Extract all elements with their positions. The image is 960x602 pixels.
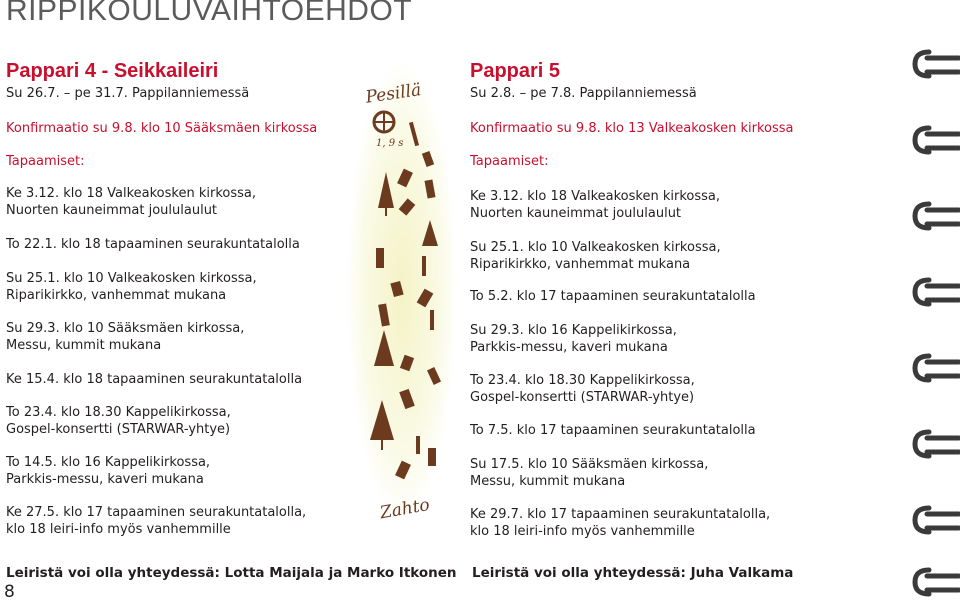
left-meeting bbox=[6, 454, 210, 488]
left-confirmation: Konfirmaatio su 9.8. klo 10 Sääksmäen kirkossa bbox=[6, 121, 318, 136]
right-contact: Leiristä voi olla yhteydessä: Juha Valkama bbox=[472, 565, 794, 581]
meeting-line: Gospel-konsertti (STARWAR-yhtye) bbox=[6, 422, 231, 437]
meeting-line: To 7.5. klo 17 tapaaminen seurakuntatalolla bbox=[470, 423, 756, 438]
left-meeting bbox=[6, 236, 300, 253]
right-meeting bbox=[470, 422, 756, 439]
binding-ring-icon bbox=[915, 570, 959, 594]
illustration-top-sublabel: 1, 9 s bbox=[376, 138, 404, 149]
illustration-bottom-label: Zahto bbox=[378, 494, 432, 524]
left-meeting bbox=[6, 371, 302, 388]
meeting-line: Parkkis-messu, kaveri mukana bbox=[470, 340, 668, 355]
binding-ring-icon bbox=[915, 432, 959, 456]
right-meeting bbox=[470, 372, 695, 406]
left-meetings-label: Tapaamiset: bbox=[6, 154, 85, 169]
meeting-line: Su 29.3. klo 10 Sääksmäen kirkossa, bbox=[6, 321, 245, 336]
left-contact: Leiristä voi olla yhteydessä: Lotta Maijala ja Marko Itkonen bbox=[6, 565, 457, 581]
meeting-line: Su 17.5. klo 10 Sääksmäen kirkossa, bbox=[470, 457, 709, 472]
meeting-line: klo 18 leiri-info myös vanhemmille bbox=[6, 522, 231, 537]
right-column-title: Pappari 5 bbox=[470, 60, 561, 82]
left-camp-date: Su 26.7. – pe 31.7. Pappilanniemessä bbox=[6, 86, 250, 101]
left-meeting bbox=[6, 270, 257, 304]
binding-ring-icon bbox=[915, 280, 959, 304]
page-number: 8 bbox=[4, 582, 15, 602]
meeting-line: To 14.5. klo 16 Kappelikirkossa, bbox=[6, 455, 211, 470]
meeting-line: Messu, kummit mukana bbox=[6, 338, 162, 353]
right-meeting bbox=[470, 188, 720, 222]
meeting-line: Parkkis-messu, kaveri mukana bbox=[6, 472, 204, 487]
meeting-line: klo 18 leiri-info myös vanhemmille bbox=[470, 524, 695, 539]
right-meeting bbox=[470, 456, 708, 490]
meeting-line: Gospel-konsertti (STARWAR-yhtye) bbox=[470, 390, 695, 405]
binding-ring-icon bbox=[915, 508, 959, 532]
binding-ring-icon bbox=[915, 128, 959, 152]
meeting-line: To 23.4. klo 18.30 Kappelikirkossa, bbox=[470, 373, 695, 388]
meeting-line: To 23.4. klo 18.30 Kappelikirkossa, bbox=[6, 405, 231, 420]
left-meeting bbox=[6, 320, 244, 354]
trail-illustration bbox=[340, 60, 460, 530]
meeting-line: Nuorten kauneimmat joululaulut bbox=[470, 206, 682, 221]
meeting-line: Su 25.1. klo 10 Valkeakosken kirkossa, bbox=[6, 271, 257, 286]
illustration-top-label: Pesillä bbox=[364, 80, 423, 108]
meeting-line: Riparikirkko, vanhemmat mukana bbox=[6, 288, 227, 303]
meeting-line: Nuorten kauneimmat joululaulut bbox=[6, 203, 218, 218]
meeting-line: Messu, kummit mukana bbox=[470, 474, 626, 489]
binding-ring-icon bbox=[915, 52, 959, 76]
meeting-line: To 5.2. klo 17 tapaaminen seurakuntatalolla bbox=[470, 289, 756, 304]
left-meeting bbox=[6, 404, 231, 438]
left-meeting bbox=[6, 504, 306, 538]
meeting-line: To 22.1. klo 18 tapaaminen seurakuntatalolla bbox=[6, 237, 300, 252]
binding-ring-icon bbox=[915, 356, 959, 380]
meeting-line: Su 25.1. klo 10 Valkeakosken kirkossa, bbox=[470, 240, 721, 255]
left-column-title: Pappari 4 - Seikkaileiri bbox=[6, 60, 219, 82]
meeting-line: Su 29.3. klo 16 Kappelikirkossa, bbox=[470, 323, 677, 338]
meeting-line: Ke 29.7. klo 17 tapaaminen seurakuntatalolla, bbox=[470, 507, 771, 522]
binding-ring-icon bbox=[915, 204, 959, 228]
right-meeting bbox=[470, 506, 770, 540]
left-meeting bbox=[6, 185, 256, 219]
right-confirmation: Konfirmaatio su 9.8. klo 13 Valkeakosken kirkossa bbox=[470, 121, 794, 136]
meeting-line: Ke 3.12. klo 18 Valkeakosken kirkossa, bbox=[6, 186, 256, 201]
meeting-line: Ke 27.5. klo 17 tapaaminen seurakuntatalolla, bbox=[6, 505, 307, 520]
meeting-line: Ke 3.12. klo 18 Valkeakosken kirkossa, bbox=[470, 189, 720, 204]
right-meeting bbox=[470, 288, 756, 305]
meeting-line: Ke 15.4. klo 18 tapaaminen seurakuntatalolla bbox=[6, 372, 303, 387]
compass-icon bbox=[374, 112, 394, 132]
spiral-binding bbox=[905, 40, 960, 600]
meeting-line: Riparikirkko, vanhemmat mukana bbox=[470, 257, 691, 272]
page-title: RIPPIKOULUVAIHTOEHDOT bbox=[6, 0, 413, 27]
right-meetings-label: Tapaamiset: bbox=[470, 154, 549, 169]
right-meeting bbox=[470, 322, 677, 356]
right-meeting bbox=[470, 239, 721, 273]
right-camp-date: Su 2.8. – pe 7.8. Pappilanniemessä bbox=[470, 86, 697, 101]
